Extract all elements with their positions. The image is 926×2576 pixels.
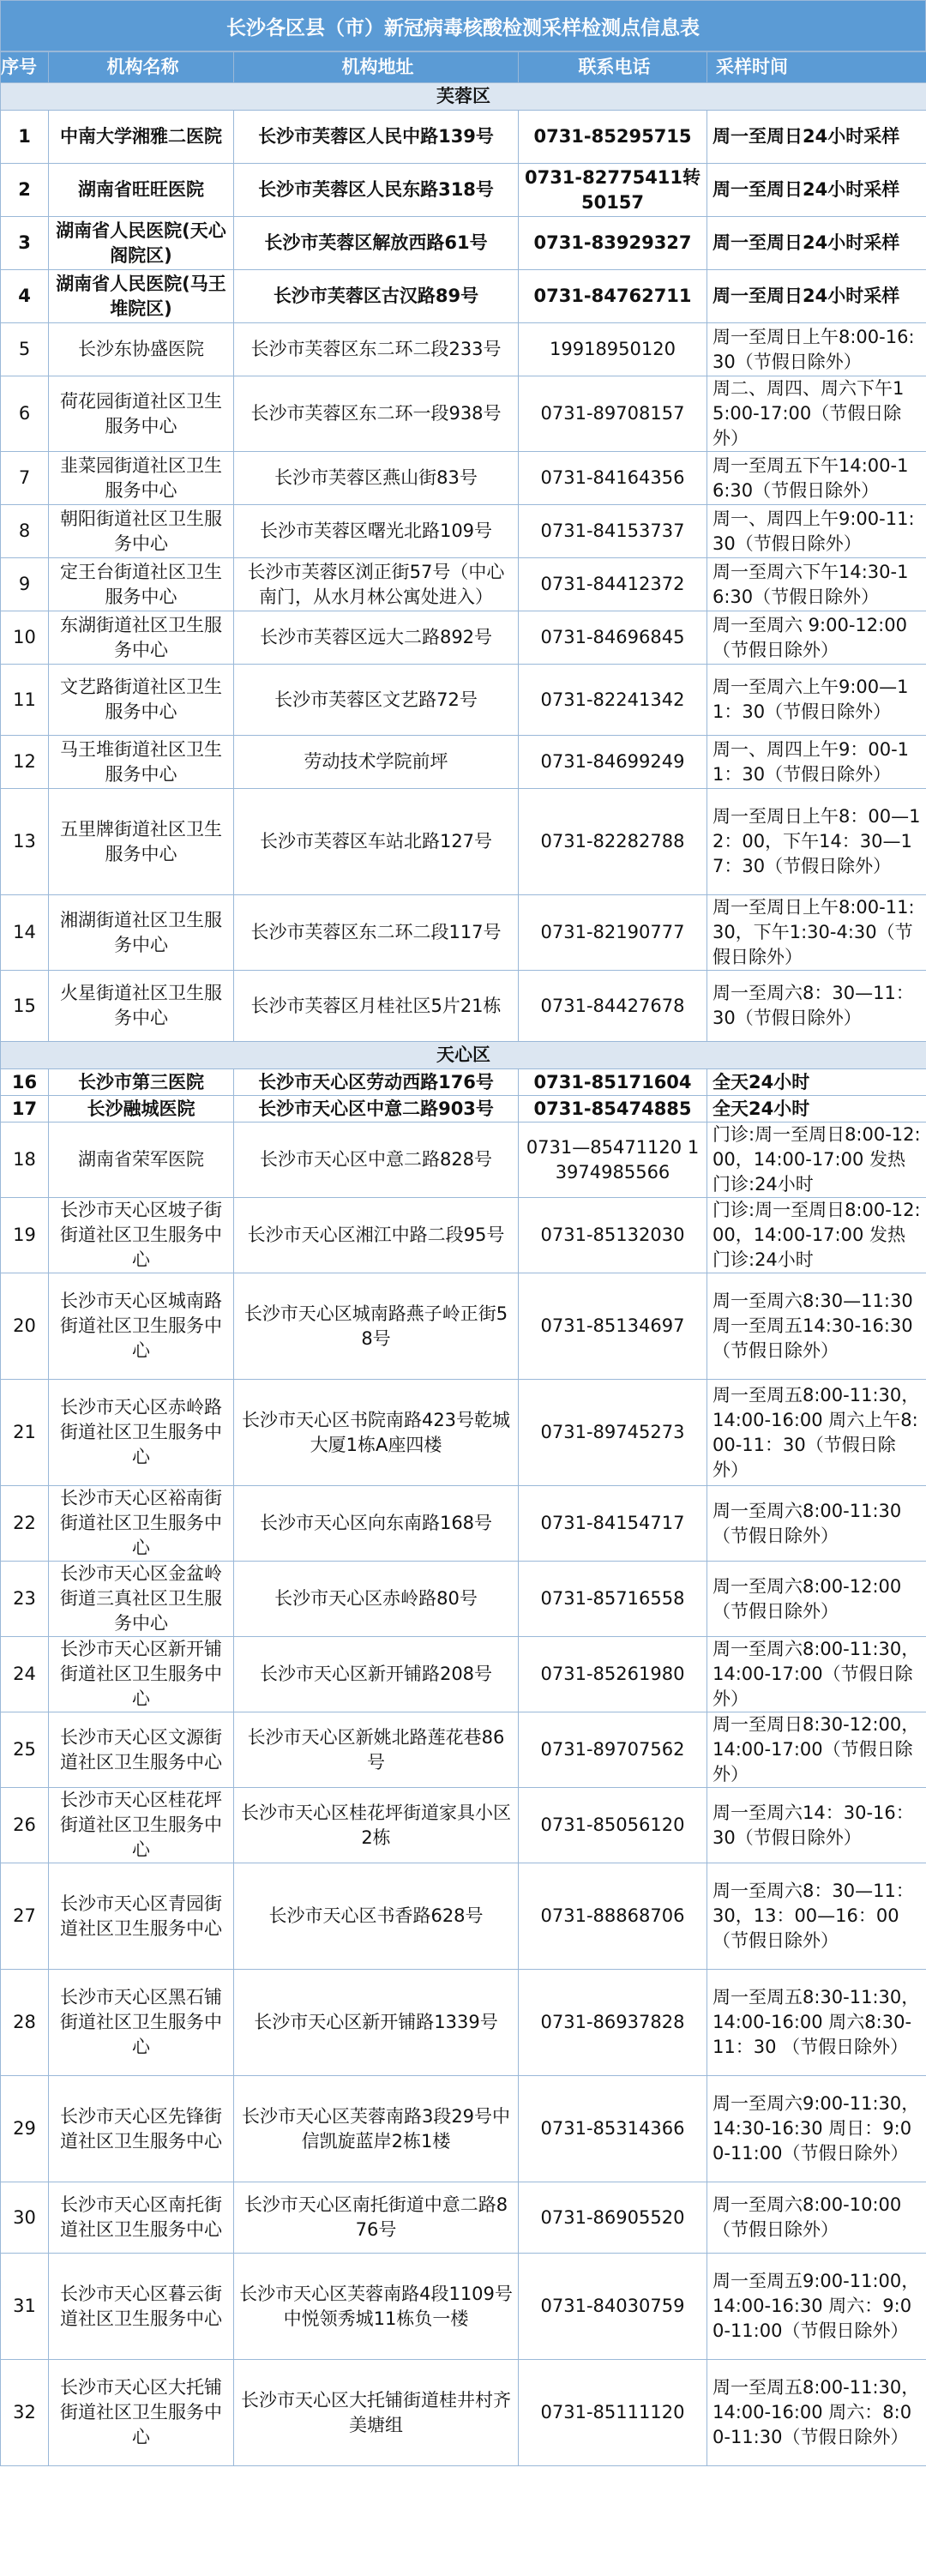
cell-name: 长沙市天心区暮云街道社区卫生服务中心 [49, 2254, 234, 2360]
cell-time: 周一、周四上午9:00-11:30（节假日除外） [707, 505, 926, 558]
section-row [1, 1042, 926, 1069]
cell-address: 长沙市天心区芙蓉南路3段29号中信凯旋蓝岸2栋1楼 [234, 2076, 519, 2182]
cell-name: 湘湖街道社区卫生服务中心 [49, 895, 234, 971]
cell-no: 4 [1, 270, 49, 323]
cell-time: 周一至周六8：30—11：30，13：00—16：00（节假日除外） [707, 1863, 926, 1970]
cell-phone: 0731-84699249 [519, 736, 707, 789]
cell-name: 湖南省人民医院(天心阁院区) [49, 217, 234, 270]
cell-address: 长沙市芙蓉区浏正街57号（中心南门，从水月林公寓处进入） [234, 558, 519, 611]
cell-no: 11 [1, 665, 49, 736]
cell-name: 中南大学湘雅二医院 [49, 111, 234, 164]
cell-no: 25 [1, 1712, 49, 1788]
cell-address: 长沙市芙蓉区燕山街83号 [234, 452, 519, 505]
cell-no: 7 [1, 452, 49, 505]
table-row [1, 2254, 926, 2360]
table-row [1, 2076, 926, 2182]
cell-no: 8 [1, 505, 49, 558]
cell-time: 周一至周六8:00-11:30，14:00-17:00（节假日除外） [707, 1637, 926, 1712]
table-row [1, 452, 926, 505]
cell-phone: 0731-85295715 [519, 111, 707, 164]
cell-name: 长沙市天心区大托铺街道社区卫生服务中心 [49, 2360, 234, 2466]
cell-phone: 0731-83929327 [519, 217, 707, 270]
cell-address: 长沙市天心区赤岭路80号 [234, 1562, 519, 1637]
cell-no: 10 [1, 611, 49, 665]
cell-time: 全天24小时 [707, 1096, 926, 1122]
cell-time: 周一至周六 9:00-12:00（节假日除外） [707, 611, 926, 665]
cell-no: 22 [1, 1486, 49, 1562]
table-row [1, 1122, 926, 1198]
cell-address: 长沙市天心区南托街道中意二路876号 [234, 2182, 519, 2254]
cell-time: 周一至周五下午14:00-16:30（节假日除外） [707, 452, 926, 505]
cell-address: 长沙市天心区书院南路423号乾城大厦1栋A座四楼 [234, 1380, 519, 1486]
table-row [1, 611, 926, 665]
cell-address: 长沙市芙蓉区人民东路318号 [234, 164, 519, 217]
header-time: 采样时间 [707, 52, 926, 83]
cell-time: 周一至周日24小时采样 [707, 270, 926, 323]
cell-name: 东湖街道社区卫生服务中心 [49, 611, 234, 665]
cell-no: 3 [1, 217, 49, 270]
cell-address: 长沙市天心区大托铺街道桂井村齐美塘组 [234, 2360, 519, 2466]
table-row [1, 2182, 926, 2254]
cell-phone: 0731-85171604 [519, 1069, 707, 1096]
table-row [1, 505, 926, 558]
cell-address: 长沙市天心区中意二路828号 [234, 1122, 519, 1198]
header-phone: 联系电话 [519, 52, 707, 83]
table-row [1, 1273, 926, 1380]
cell-no: 24 [1, 1637, 49, 1712]
table-row [1, 1970, 926, 2076]
cell-phone: 0731-85314366 [519, 2076, 707, 2182]
cell-no: 16 [1, 1069, 49, 1096]
cell-phone: 0731-84154717 [519, 1486, 707, 1562]
cell-phone: 0731-85132030 [519, 1198, 707, 1273]
cell-time: 周一至周五8:30-11:30，14:00-16:00 周六8:30-11：30 （节假日除外） [707, 1970, 926, 2076]
cell-phone: 0731-86905520 [519, 2182, 707, 2254]
cell-no: 1 [1, 111, 49, 164]
cell-time: 周一至周六9:00-11:30，14:30-16:30 周日：9:00-11:00（节假日除外） [707, 2076, 926, 2182]
header-address: 机构地址 [234, 52, 519, 83]
cell-phone: 0731-82190777 [519, 895, 707, 971]
table-row [1, 1863, 926, 1970]
cell-name: 长沙市天心区南托街道社区卫生服务中心 [49, 2182, 234, 2254]
cell-phone: 0731—85471120 13974985566 [519, 1122, 707, 1198]
cell-time: 周二、周四、周六下午15:00-17:00（节假日除外） [707, 376, 926, 452]
cell-address: 长沙市芙蓉区东二环二段117号 [234, 895, 519, 971]
table-row [1, 1069, 926, 1096]
cell-no: 30 [1, 2182, 49, 2254]
table-title: 长沙各区县（市）新冠病毒核酸检测采样检测点信息表 [0, 0, 926, 51]
cell-no: 28 [1, 1970, 49, 2076]
cell-time: 周一至周五8:00-11:30，14:00-16:00 周六上午8:00-11：30（节假日除外） [707, 1380, 926, 1486]
cell-name: 长沙市天心区赤岭路街道社区卫生服务中心 [49, 1380, 234, 1486]
cell-time: 周一至周六8:00-12:00（节假日除外） [707, 1562, 926, 1637]
section-name: 芙蓉区 [1, 83, 926, 111]
cell-time: 全天24小时 [707, 1069, 926, 1096]
table-row [1, 1788, 926, 1863]
cell-no: 29 [1, 2076, 49, 2182]
cell-phone: 0731-82282788 [519, 789, 707, 895]
cell-time: 周一至周日上午8:00-11:30，下午1:30-4:30（节假日除外） [707, 895, 926, 971]
cell-name: 长沙市天心区黑石铺街道社区卫生服务中心 [49, 1970, 234, 2076]
cell-address: 长沙市天心区新开铺路1339号 [234, 1970, 519, 2076]
table-row [1, 111, 926, 164]
table-row [1, 736, 926, 789]
cell-name: 定王台街道社区卫生服务中心 [49, 558, 234, 611]
cell-name: 湖南省人民医院(马王堆院区) [49, 270, 234, 323]
header-row [1, 52, 926, 83]
cell-name: 长沙市天心区青园街道社区卫生服务中心 [49, 1863, 234, 1970]
table-row [1, 971, 926, 1042]
cell-address: 长沙市天心区桂花坪街道家具小区2栋 [234, 1788, 519, 1863]
cell-address: 劳动技术学院前坪 [234, 736, 519, 789]
cell-name: 长沙市天心区先锋街道社区卫生服务中心 [49, 2076, 234, 2182]
cell-time: 周一至周六8:00-11:30（节假日除外） [707, 1486, 926, 1562]
cell-no: 9 [1, 558, 49, 611]
cell-address: 长沙市芙蓉区人民中路139号 [234, 111, 519, 164]
cell-name: 湖南省荣军医院 [49, 1122, 234, 1198]
table-row [1, 1380, 926, 1486]
cell-time: 周一至周日上午8:00-16:30（节假日除外） [707, 323, 926, 376]
cell-name: 长沙市天心区坡子街街道社区卫生服务中心 [49, 1198, 234, 1273]
cell-address: 长沙市芙蓉区解放西路61号 [234, 217, 519, 270]
cell-phone: 0731-86937828 [519, 1970, 707, 2076]
table-row [1, 895, 926, 971]
cell-name: 长沙市第三医院 [49, 1069, 234, 1096]
cell-name: 朝阳街道社区卫生服务中心 [49, 505, 234, 558]
cell-name: 长沙市天心区新开铺街道社区卫生服务中心 [49, 1637, 234, 1712]
cell-address: 长沙市芙蓉区车站北路127号 [234, 789, 519, 895]
cell-address: 长沙市天心区芙蓉南路4段1109号 中悦领秀城11栋负一楼 [234, 2254, 519, 2360]
cell-address: 长沙市天心区向东南路168号 [234, 1486, 519, 1562]
cell-name: 马王堆街道社区卫生服务中心 [49, 736, 234, 789]
cell-address: 长沙市天心区城南路燕子岭正街58号 [234, 1273, 519, 1380]
cell-address: 长沙市芙蓉区曙光北路109号 [234, 505, 519, 558]
cell-name: 长沙市天心区城南路街道社区卫生服务中心 [49, 1273, 234, 1380]
cell-address: 长沙市天心区湘江中路二段95号 [234, 1198, 519, 1273]
cell-time: 周一至周六上午9:00—11：30（节假日除外） [707, 665, 926, 736]
cell-address: 长沙市芙蓉区东二环一段938号 [234, 376, 519, 452]
cell-no: 18 [1, 1122, 49, 1198]
header-name: 机构名称 [49, 52, 234, 83]
cell-time: 周一至周日上午8：00—12：00，下午14：30—17：30（节假日除外） [707, 789, 926, 895]
table-row [1, 665, 926, 736]
section-name: 天心区 [1, 1042, 926, 1069]
cell-name: 荷花园街道社区卫生服务中心 [49, 376, 234, 452]
header-no: 序号 [1, 52, 49, 83]
cell-no: 19 [1, 1198, 49, 1273]
cell-phone: 0731-84762711 [519, 270, 707, 323]
cell-phone: 0731-89707562 [519, 1712, 707, 1788]
cell-no: 21 [1, 1380, 49, 1486]
table-row [1, 558, 926, 611]
cell-no: 32 [1, 2360, 49, 2466]
cell-time: 门诊:周一至周日8:00-12:00，14:00-17:00 发热门诊:24小时 [707, 1122, 926, 1198]
cell-no: 26 [1, 1788, 49, 1863]
table-row [1, 1486, 926, 1562]
cell-name: 五里牌街道社区卫生服务中心 [49, 789, 234, 895]
cell-phone: 0731-82775411转50157 [519, 164, 707, 217]
cell-no: 20 [1, 1273, 49, 1380]
cell-address: 长沙市芙蓉区月桂社区5片21栋 [234, 971, 519, 1042]
cell-address: 长沙市天心区新开铺路208号 [234, 1637, 519, 1712]
cell-time: 周一至周六8：30—11：30（节假日除外） [707, 971, 926, 1042]
cell-no: 12 [1, 736, 49, 789]
cell-phone: 0731-82241342 [519, 665, 707, 736]
cell-name: 韭菜园街道社区卫生服务中心 [49, 452, 234, 505]
table-row [1, 1096, 926, 1122]
testing-sites-table [0, 51, 926, 2466]
cell-name: 长沙市天心区桂花坪街道社区卫生服务中心 [49, 1788, 234, 1863]
cell-phone: 0731-89745273 [519, 1380, 707, 1486]
cell-no: 14 [1, 895, 49, 971]
table-row [1, 270, 926, 323]
cell-name: 长沙东协盛医院 [49, 323, 234, 376]
table-row [1, 376, 926, 452]
cell-no: 5 [1, 323, 49, 376]
cell-phone: 0731-85134697 [519, 1273, 707, 1380]
cell-time: 周一至周六8:00-10:00（节假日除外） [707, 2182, 926, 2254]
cell-phone: 0731-84164356 [519, 452, 707, 505]
cell-time: 周一至周日24小时采样 [707, 111, 926, 164]
cell-address: 长沙市天心区劳动西路176号 [234, 1069, 519, 1096]
cell-name: 长沙融城医院 [49, 1096, 234, 1122]
cell-no: 6 [1, 376, 49, 452]
cell-address: 长沙市天心区新姚北路莲花巷86号 [234, 1712, 519, 1788]
cell-name: 湖南省旺旺医院 [49, 164, 234, 217]
cell-address: 长沙市芙蓉区古汉路89号 [234, 270, 519, 323]
section-row [1, 83, 926, 111]
cell-time: 周一至周六下午14:30-16:30（节假日除外） [707, 558, 926, 611]
table-row [1, 1198, 926, 1273]
cell-time: 周一、周四上午9：00-11：30（节假日除外） [707, 736, 926, 789]
cell-phone: 0731-84427678 [519, 971, 707, 1042]
cell-phone: 0731-84412372 [519, 558, 707, 611]
table-row [1, 2360, 926, 2466]
table-row [1, 789, 926, 895]
cell-time: 周一至周日24小时采样 [707, 164, 926, 217]
cell-phone: 0731-84030759 [519, 2254, 707, 2360]
cell-no: 17 [1, 1096, 49, 1122]
cell-address: 长沙市芙蓉区东二环二段233号 [234, 323, 519, 376]
cell-phone: 0731-84153737 [519, 505, 707, 558]
cell-time: 周一至周日8:30-12:00，14:00-17:00（节假日除外） [707, 1712, 926, 1788]
cell-no: 2 [1, 164, 49, 217]
table-row [1, 1712, 926, 1788]
cell-name: 火星街道社区卫生服务中心 [49, 971, 234, 1042]
cell-address: 长沙市芙蓉区文艺路72号 [234, 665, 519, 736]
cell-phone: 0731-85716558 [519, 1562, 707, 1637]
cell-address: 长沙市天心区中意二路903号 [234, 1096, 519, 1122]
cell-name: 长沙市天心区金盆岭街道三真社区卫生服务中心 [49, 1562, 234, 1637]
cell-name: 长沙市天心区文源街道社区卫生服务中心 [49, 1712, 234, 1788]
cell-name: 文艺路街道社区卫生服务中心 [49, 665, 234, 736]
table-body [1, 83, 926, 2466]
table-row [1, 1562, 926, 1637]
cell-time: 周一至周五8:00-11:30，14:00-16:00 周六：8:00-11:30（节假日除外） [707, 2360, 926, 2466]
cell-no: 27 [1, 1863, 49, 1970]
cell-name: 长沙市天心区裕南街街道社区卫生服务中心 [49, 1486, 234, 1562]
table-row [1, 164, 926, 217]
table-row [1, 1637, 926, 1712]
cell-phone: 0731-85111120 [519, 2360, 707, 2466]
cell-phone: 0731-85261980 [519, 1637, 707, 1712]
cell-no: 15 [1, 971, 49, 1042]
table-row [1, 323, 926, 376]
table-row [1, 217, 926, 270]
cell-no: 23 [1, 1562, 49, 1637]
cell-no: 13 [1, 789, 49, 895]
cell-time: 周一至周五9:00-11:00，14:00-16:30 周六：9:00-11:00（节假日除外） [707, 2254, 926, 2360]
cell-phone: 0731-89708157 [519, 376, 707, 452]
cell-time: 周一至周六14：30-16：30（节假日除外） [707, 1788, 926, 1863]
cell-time: 周一至周六8:30—11:30 周一至周五14:30-16:30（节假日除外） [707, 1273, 926, 1380]
cell-time: 门诊:周一至周日8:00-12:00，14:00-17:00 发热门诊:24小时 [707, 1198, 926, 1273]
cell-address: 长沙市芙蓉区远大二路892号 [234, 611, 519, 665]
cell-time: 周一至周日24小时采样 [707, 217, 926, 270]
cell-address: 长沙市天心区书香路628号 [234, 1863, 519, 1970]
cell-phone: 19918950120 [519, 323, 707, 376]
cell-phone: 0731-85056120 [519, 1788, 707, 1863]
cell-phone: 0731-84696845 [519, 611, 707, 665]
cell-no: 31 [1, 2254, 49, 2360]
cell-phone: 0731-85474885 [519, 1096, 707, 1122]
cell-phone: 0731-88868706 [519, 1863, 707, 1970]
